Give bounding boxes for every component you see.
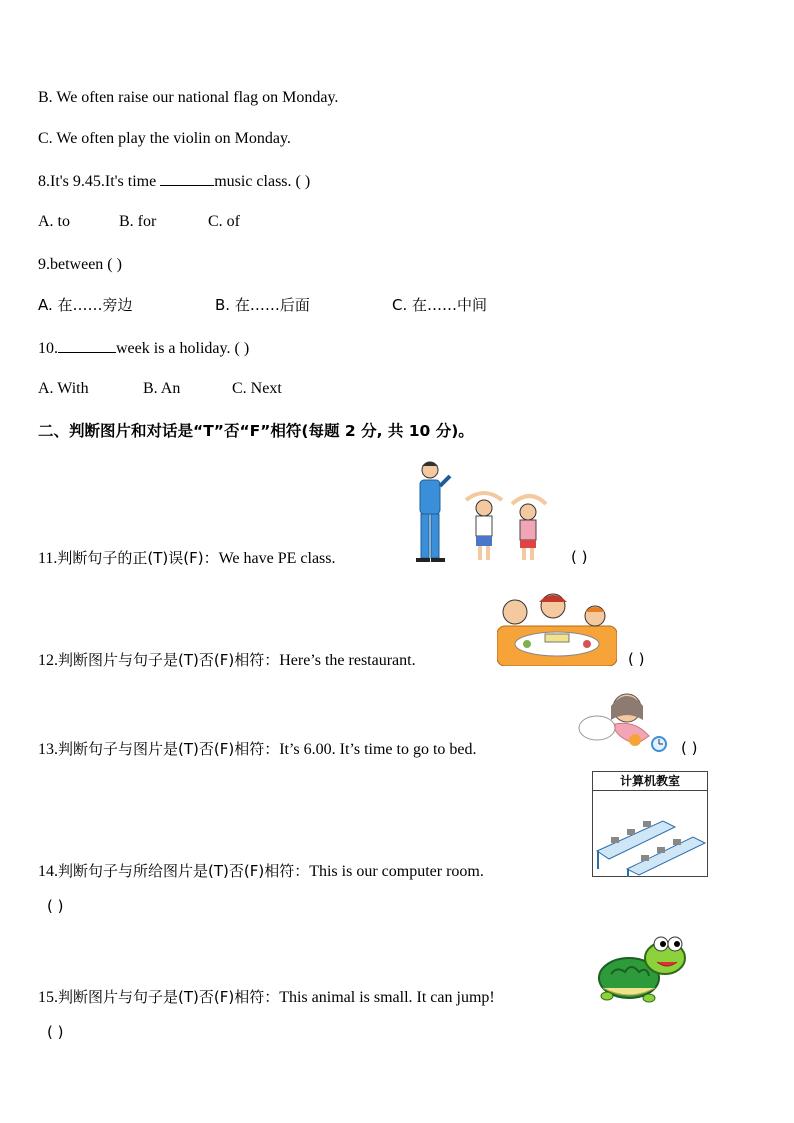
q14-number: 14.: [38, 863, 58, 880]
q14-answer-parens[interactable]: ( ): [47, 897, 64, 915]
q15-cn: 判断图片与句子是(T)否(F)相符：: [58, 988, 280, 1006]
q15-answer-parens[interactable]: ( ): [47, 1023, 64, 1041]
computer-room-image: [592, 771, 708, 877]
q10-stem-before: 10.: [38, 340, 58, 357]
q11-number: 11.: [38, 550, 58, 567]
q14-en: This is our computer room.: [309, 863, 484, 880]
q12-answer-parens[interactable]: ( ): [628, 650, 645, 668]
q11-en: We have PE class.: [218, 550, 336, 567]
q14-text: [38, 861, 484, 882]
q11-answer-parens[interactable]: ( ): [571, 548, 588, 566]
q8-option-a: A. to: [38, 213, 70, 230]
computer-room-sign: 计算机教室: [593, 772, 707, 791]
q11-cn: 判断句子的正(T)误(F)：: [57, 549, 219, 567]
q12-text: [38, 650, 416, 671]
q8-stem-after: music class. ( ): [214, 173, 311, 190]
q7-option-b: B. We often raise our national flag on Monday.: [38, 89, 339, 106]
q7-option-c: C. We often play the violin on Monday.: [38, 130, 291, 147]
q8-stem: [38, 171, 310, 192]
q15-text: [38, 987, 495, 1008]
q9-stem: 9.between ( ): [38, 256, 122, 273]
q9-option-b: B. 在……后面: [215, 296, 310, 314]
q10-option-c: C. Next: [232, 380, 282, 397]
q10-answer-blank[interactable]: [58, 338, 116, 353]
q12-number: 12.: [38, 652, 58, 669]
turtle-image: [597, 932, 689, 1004]
restaurant-image: [497, 582, 617, 666]
computer-desks-icon: [593, 791, 707, 877]
q8-answer-blank[interactable]: [160, 171, 214, 186]
q10-option-b: B. An: [143, 380, 181, 397]
q10-stem: [38, 338, 249, 359]
q9-option-c: C. 在……中间: [392, 296, 488, 314]
q15-number: 15.: [38, 989, 58, 1006]
q8-stem-before: 8.It's 9.45.It's time: [38, 173, 161, 190]
pe-class-image: [406, 460, 554, 564]
q10-stem-after: week is a holiday. ( ): [116, 340, 250, 357]
q8-option-c: C. of: [208, 213, 240, 230]
q13-answer-parens[interactable]: ( ): [681, 739, 698, 757]
q11-text: [38, 548, 336, 569]
q15-en: This animal is small. It can jump!: [279, 989, 495, 1006]
q9-option-a: A. 在……旁边: [38, 296, 133, 314]
q13-number: 13.: [38, 741, 58, 758]
q13-cn: 判断句子与图片是(T)否(F)相符：: [58, 740, 280, 758]
q13-text: [38, 739, 477, 760]
q10-option-a: A. With: [38, 380, 89, 397]
q14-cn: 判断句子与所给图片是(T)否(F)相符：: [58, 862, 310, 880]
section-2-heading: 二、判断图片和对话是“T”否“F”相符(每题 2 分, 共 10 分)。: [38, 422, 474, 440]
bedtime-image: [577, 680, 671, 756]
q12-en: Here’s the restaurant.: [279, 652, 416, 669]
q12-cn: 判断图片与句子是(T)否(F)相符：: [58, 651, 280, 669]
q13-en: It’s 6.00. It’s time to go to bed.: [279, 741, 477, 758]
q8-option-b: B. for: [119, 213, 157, 230]
